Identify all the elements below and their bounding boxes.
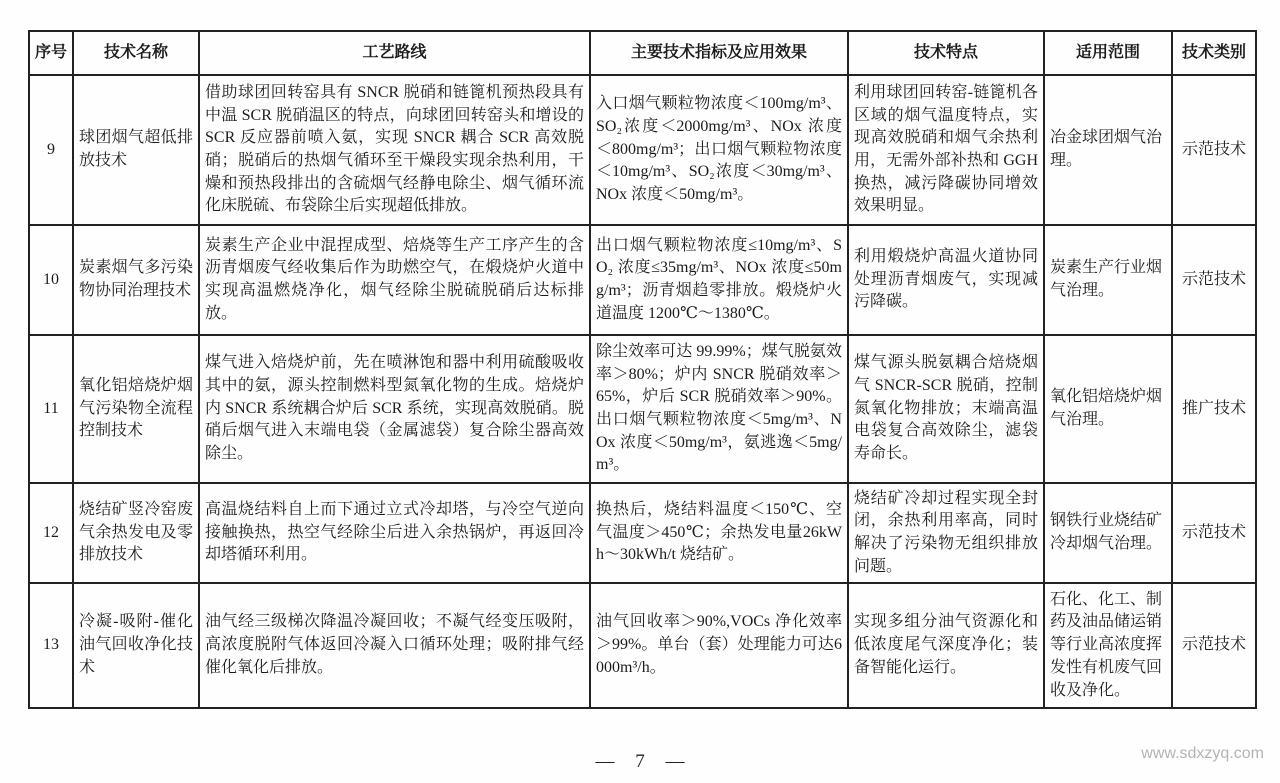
table-row-12 — [29, 483, 1256, 583]
cell-process-route: 借助球团回转窑具有 SNCR 脱硝和链篦机预热段具有中温 SCR 脱硝温区的特点，向球团回转窑头和增设的 SCR 反应器前喷入氨，实现 SNCR 耦合 SCR 高效脱硝；脱硝后的热烟气循环至干燥段实现余热利用，干燥和预热段排出的含硫烟气经静电除尘、烟气循环流化床脱硫、布袋除尘后实现超低排放。 — [199, 75, 590, 225]
cell-application-scope: 冶金球团烟气治理。 — [1044, 75, 1172, 225]
cell-process-route: 煤气进入焙烧炉前，先在喷淋饱和器中利用硫酸吸收其中的氨，源头控制燃料型氮氧化物的生成。焙烧炉内 SNCR 系统耦合炉后 SCR 系统，实现高效脱硝。脱硝后烟气进入末端电袋（金属滤袋）复合除尘器高效除尘。 — [199, 335, 590, 483]
cell-serial-number: 9 — [29, 75, 73, 225]
cell-technology-name: 氧化铝焙烧炉烟气污染物全流程控制技术 — [73, 335, 199, 483]
table-row-11 — [29, 335, 1256, 483]
cell-serial-number: 12 — [29, 483, 73, 583]
watermark-url: www.sdxzyq.com — [1141, 745, 1264, 762]
cell-application-scope: 炭素生产行业烟气治理。 — [1044, 225, 1172, 335]
technology-table — [28, 30, 1257, 709]
cell-technical-features: 实现多组分油气资源化和低浓度尾气深度净化；装备智能化运行。 — [848, 583, 1044, 708]
header-application-scope: 适用范围 — [1044, 31, 1172, 75]
cell-process-route: 油气经三级梯次降温冷凝回收；不凝气经变压吸附，高浓度脱附气体返回冷凝入口循环处理；吸附排气经催化氧化后排放。 — [199, 583, 590, 708]
cell-application-scope: 石化、化工、制药及油品储运销等行业高浓度挥发性有机废气回收及净化。 — [1044, 583, 1172, 708]
cell-technical-indicators: 入口烟气颗粒物浓度＜100mg/m³、SO₂浓度＜2000mg/m³、NOx 浓度＜800mg/m³；出口烟气颗粒物浓度＜10mg/m³、SO₂浓度＜30mg/m³、NOx 浓度＜50mg/m³。 — [590, 75, 848, 225]
header-process-route: 工艺路线 — [199, 31, 590, 75]
header-technology-category: 技术类别 — [1172, 31, 1256, 75]
header-technical-features: 技术特点 — [848, 31, 1044, 75]
cell-technical-features: 利用球团回转窑-链篦机各区域的烟气温度特点，实现高效脱硝和烟气余热利用，无需外部补热和 GGH 换热，减污降碳协同增效效果明显。 — [848, 75, 1044, 225]
table-row-13 — [29, 583, 1256, 708]
cell-technology-name: 冷凝-吸附-催化油气回收净化技术 — [73, 583, 199, 708]
table-row-10 — [29, 225, 1256, 335]
header-technical-indicators: 主要技术指标及应用效果 — [590, 31, 848, 75]
cell-technical-features: 烧结矿冷却过程实现全封闭，余热利用率高，同时解决了污染物无组织排放问题。 — [848, 483, 1044, 583]
table-row-9 — [29, 75, 1256, 225]
cell-technical-features: 煤气源头脱氨耦合焙烧烟气 SNCR-SCR 脱硝，控制氮氧化物排放；末端高温电袋复合高效除尘，滤袋寿命长。 — [848, 335, 1044, 483]
cell-technology-category: 推广技术 — [1172, 335, 1256, 483]
cell-technology-name: 烧结矿竖冷窑废气余热发电及零排放技术 — [73, 483, 199, 583]
header-technology-name: 技术名称 — [73, 31, 199, 75]
cell-process-route: 炭素生产企业中混捏成型、焙烧等生产工序产生的含沥青烟废气经收集后作为助燃空气，在煅烧炉火道中实现高温燃烧净化，烟气经除尘脱硫脱硝后达标排放。 — [199, 225, 590, 335]
cell-technology-name: 球团烟气超低排放技术 — [73, 75, 199, 225]
cell-technology-category: 示范技术 — [1172, 583, 1256, 708]
cell-technology-name: 炭素烟气多污染物协同治理技术 — [73, 225, 199, 335]
cell-serial-number: 11 — [29, 335, 73, 483]
page-number: — 7 — — [595, 751, 685, 772]
cell-technical-features: 利用煅烧炉高温火道协同处理沥青烟废气，实现减污降碳。 — [848, 225, 1044, 335]
cell-application-scope: 氧化铝焙烧炉烟气治理。 — [1044, 335, 1172, 483]
cell-technology-category: 示范技术 — [1172, 483, 1256, 583]
table-header-row — [29, 31, 1256, 75]
cell-technology-category: 示范技术 — [1172, 75, 1256, 225]
cell-process-route: 高温烧结料自上而下通过立式冷却塔，与冷空气逆向接触换热，热空气经除尘后进入余热锅炉，再返回冷却塔循环利用。 — [199, 483, 590, 583]
cell-serial-number: 13 — [29, 583, 73, 708]
cell-technical-indicators: 油气回收率＞90%,VOCs 净化效率＞99%。单台（套）处理能力可达6000m³/h。 — [590, 583, 848, 708]
cell-serial-number: 10 — [29, 225, 73, 335]
cell-technical-indicators: 出口烟气颗粒物浓度≤10mg/m³、SO₂ 浓度≤35mg/m³、NOx 浓度≤50mg/m³；沥青烟趋零排放。煅烧炉火道温度 1200℃～1380℃。 — [590, 225, 848, 335]
cell-technology-category: 示范技术 — [1172, 225, 1256, 335]
cell-technical-indicators: 除尘效率可达 99.99%；煤气脱氨效率＞80%；炉内 SNCR 脱硝效率＞65%，炉后 SCR 脱硝效率＞90%。出口烟气颗粒物浓度＜5mg/m³、NOx 浓度＜50mg/m³，氨逃逸＜5mg/m³。 — [590, 335, 848, 483]
header-serial-number: 序号 — [29, 31, 73, 75]
cell-application-scope: 钢铁行业烧结矿冷却烟气治理。 — [1044, 483, 1172, 583]
cell-technical-indicators: 换热后，烧结料温度＜150℃、空气温度＞450℃；余热发电量26kWh～30kWh/t 烧结矿。 — [590, 483, 848, 583]
